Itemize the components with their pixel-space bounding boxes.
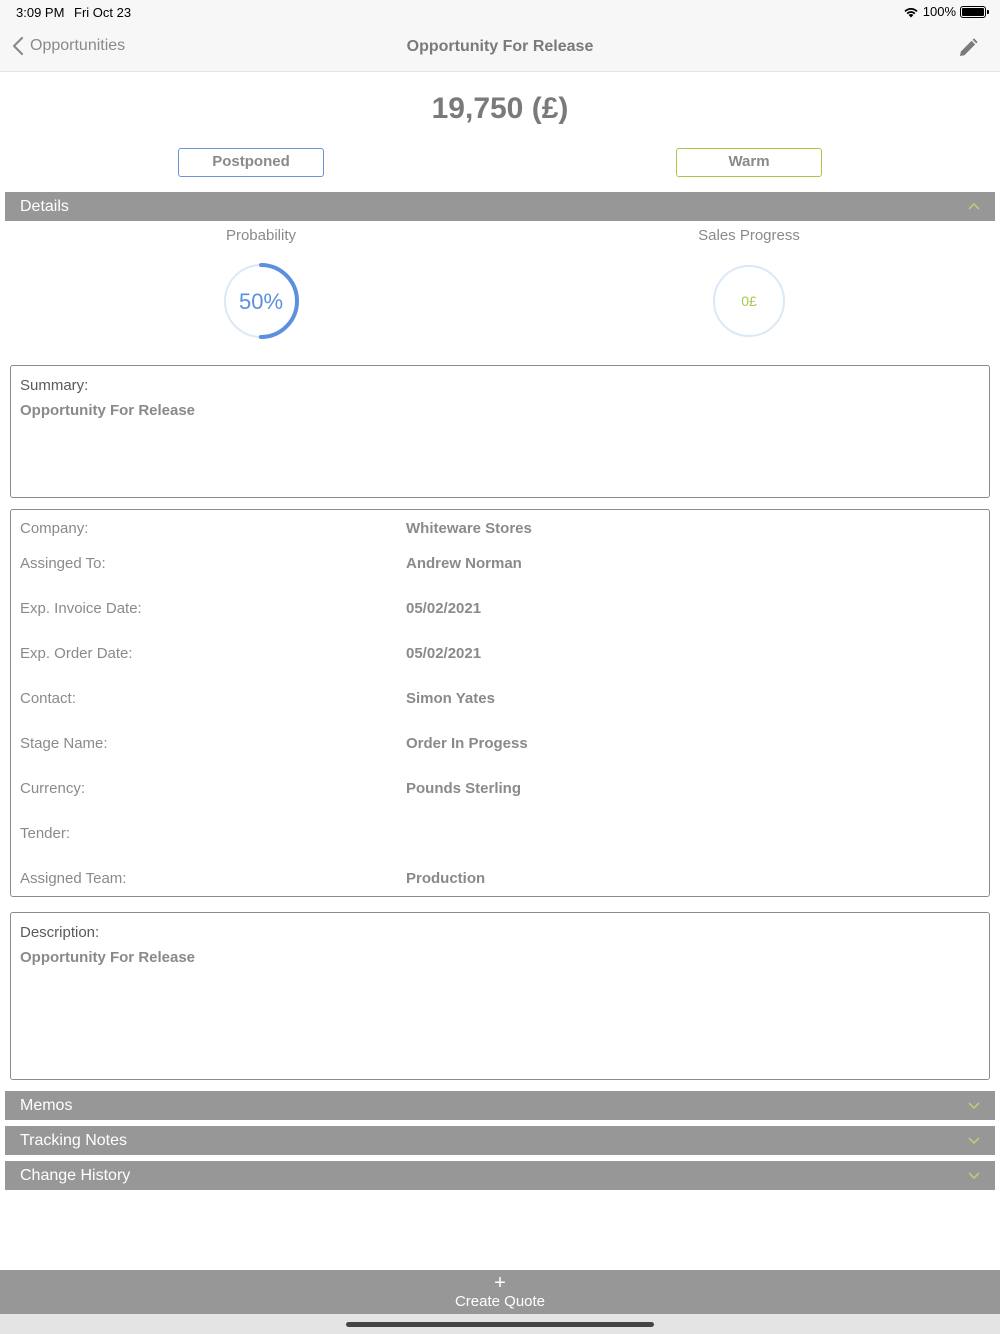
info-value: Simon Yates xyxy=(406,690,495,707)
info-row xyxy=(11,870,991,894)
info-key: Assigned Team: xyxy=(20,870,127,887)
back-label: Opportunities xyxy=(30,37,126,54)
info-row xyxy=(11,690,991,714)
sales-progress-value: 0£ xyxy=(741,293,757,309)
info-key: Exp. Invoice Date: xyxy=(20,600,142,617)
info-row xyxy=(11,780,991,804)
sales-progress-label: Sales Progress xyxy=(698,227,800,244)
info-key: Stage Name: xyxy=(20,735,108,752)
opportunity-amount: 19,750 (£) xyxy=(431,92,569,125)
probability-value: 50% xyxy=(238,289,284,314)
sales-progress-gauge xyxy=(710,262,788,340)
create-quote-button[interactable] xyxy=(0,1270,1000,1314)
section-memos-header[interactable] xyxy=(5,1091,995,1120)
info-key: Exp. Order Date: xyxy=(20,645,133,662)
create-quote-label: Create Quote xyxy=(454,1293,546,1310)
summary-box xyxy=(10,365,990,498)
wifi-icon xyxy=(903,6,919,18)
chevron-down-icon xyxy=(967,1168,981,1182)
nav-bar xyxy=(0,24,1000,72)
info-value: Pounds Sterling xyxy=(406,780,522,797)
probability-gauge xyxy=(222,262,300,340)
probability-label: Probability xyxy=(225,227,297,244)
info-value: Whiteware Stores xyxy=(406,520,532,537)
info-value: 05/02/2021 xyxy=(406,645,482,662)
section-details-header[interactable] xyxy=(5,192,995,221)
battery-percent: 100% xyxy=(922,4,956,19)
description-value: Opportunity For Release xyxy=(20,949,196,966)
chevron-down-icon xyxy=(967,1133,981,1147)
info-key: Currency: xyxy=(20,780,86,797)
info-value: 05/02/2021 xyxy=(406,600,482,617)
section-memos-label: Memos xyxy=(20,1097,73,1114)
status-time: 3:09 PM xyxy=(16,5,65,20)
info-row xyxy=(11,520,991,544)
info-row xyxy=(11,600,991,624)
info-box xyxy=(10,509,990,897)
description-box xyxy=(10,912,990,1080)
edit-button[interactable] xyxy=(958,38,978,63)
pencil-icon xyxy=(958,38,978,58)
description-label: Description: xyxy=(20,924,100,941)
home-area xyxy=(0,1314,1000,1334)
info-key: Contact: xyxy=(20,690,76,707)
summary-value: Opportunity For Release xyxy=(20,402,196,419)
status-badge: Postponed xyxy=(178,148,324,177)
chevron-up-icon xyxy=(967,199,981,213)
info-row xyxy=(11,555,991,579)
summary-label: Summary: xyxy=(20,377,89,394)
section-change-history-label: Change History xyxy=(20,1167,131,1184)
info-key: Tender: xyxy=(20,825,71,842)
section-details-label: Details xyxy=(20,198,69,215)
section-tracking-notes-header[interactable] xyxy=(5,1126,995,1155)
battery-icon xyxy=(960,6,986,18)
page-title: Opportunity For Release xyxy=(406,38,594,55)
section-tracking-notes-label: Tracking Notes xyxy=(20,1132,127,1149)
status-bar xyxy=(0,0,1000,24)
info-row xyxy=(11,645,991,669)
status-right xyxy=(903,4,986,19)
info-value: Andrew Norman xyxy=(406,555,522,572)
temperature-badge: Warm xyxy=(676,148,822,177)
info-key: Company: xyxy=(20,520,89,537)
info-row xyxy=(11,825,991,849)
info-value: Order In Progess xyxy=(406,735,528,752)
status-date: Fri Oct 23 xyxy=(74,5,132,20)
home-indicator xyxy=(346,1322,654,1327)
section-change-history-header[interactable] xyxy=(5,1161,995,1190)
chevron-down-icon xyxy=(967,1098,981,1112)
info-row xyxy=(11,735,991,759)
plus-icon: + xyxy=(494,1272,506,1294)
info-key: Assinged To: xyxy=(20,555,106,572)
info-value: Production xyxy=(406,870,486,887)
